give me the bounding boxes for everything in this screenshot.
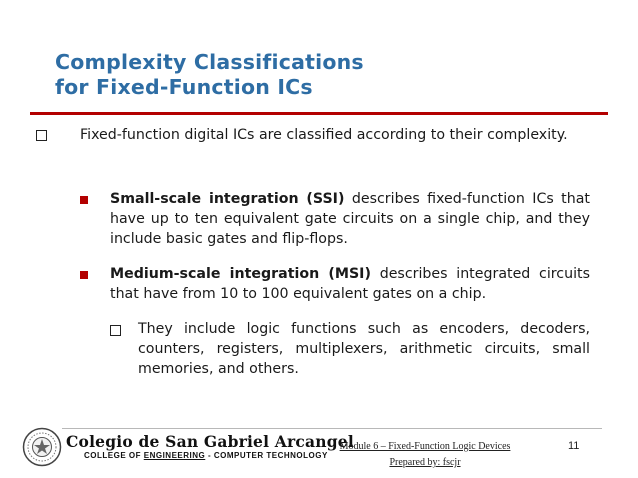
bullet-ssi xyxy=(110,189,590,249)
college-department: COLLEGE OF ENGINEERING - COMPUTER TECHNOLOGY xyxy=(84,451,328,460)
msi-term: Medium-scale integration (MSI) xyxy=(110,266,371,282)
title-divider xyxy=(30,112,608,115)
solid-square-bullet-icon xyxy=(80,196,88,204)
hollow-square-bullet-icon xyxy=(36,130,47,141)
college-seal-icon xyxy=(22,427,62,467)
module-title: Module 6 – Fixed-Function Logic Devices xyxy=(339,441,511,452)
bullet-text: Fixed-function digital ICs are classified according to their complexity. xyxy=(80,127,568,143)
slide-title xyxy=(55,50,575,100)
ssi-description: describes fixed-function ICs that have up to ten equivalent gate circuits on a single chip, and they include basic gates and flip-flops. xyxy=(110,191,590,247)
title-line-1: Complexity Classifications xyxy=(55,50,364,74)
hollow-square-bullet-icon xyxy=(110,325,121,336)
ssi-term: Small-scale integration (SSI) xyxy=(110,191,345,207)
bullet-fixed-function xyxy=(80,125,590,145)
page-number: 11 xyxy=(568,440,580,452)
module-info xyxy=(330,439,520,471)
msi-description: describes integrated circuits that have from 10 to 100 equivalent gates on a chip. xyxy=(110,266,590,302)
module-author: Prepared by: fscjr xyxy=(389,457,461,468)
bullet-msi xyxy=(110,264,590,304)
bullet-text: They include logic functions such as encoders, decoders, counters, registers, multiplexers, arithmetic circuits, small memories, and others. xyxy=(138,321,590,377)
title-line-2: for Fixed-Function ICs xyxy=(55,75,313,99)
solid-square-bullet-icon xyxy=(80,271,88,279)
bullet-msi-functions xyxy=(138,319,590,379)
footer-divider xyxy=(62,428,602,429)
college-name: Colegio de San Gabriel Arcangel xyxy=(66,432,354,451)
